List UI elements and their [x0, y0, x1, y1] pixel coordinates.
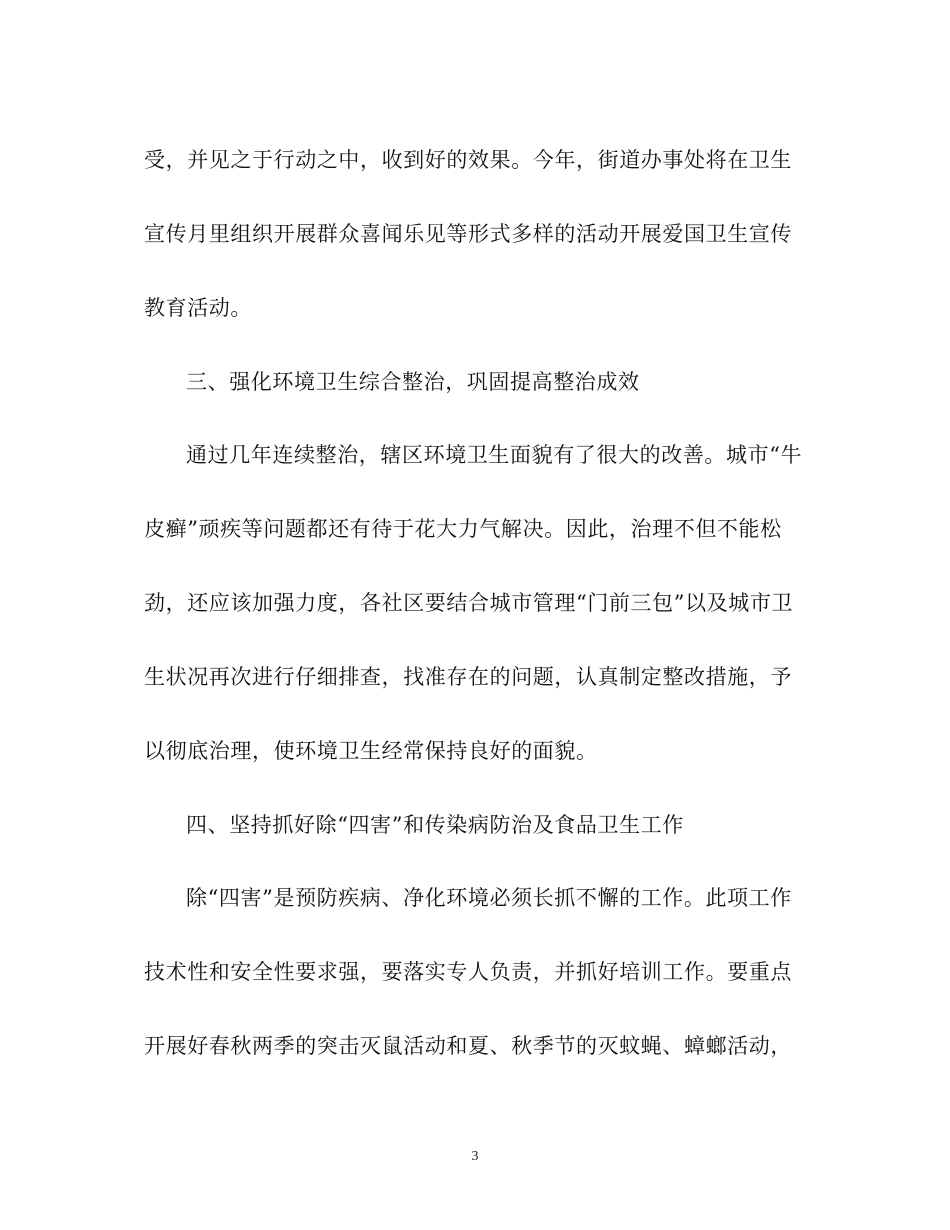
text-line: 教育活动。 [144, 296, 252, 320]
text-line: 受，并见之于行动之中，收到好的效果。今年，街道办事处将在卫生 [144, 148, 792, 172]
text-line: 开展好春秋两季的突击灭鼠活动和夏、秋季节的灭蚊蝇、蟑螂活动， [144, 1034, 792, 1058]
section-heading-3: 三、强化环境卫生综合整治，巩固提高整治成效 [186, 370, 640, 394]
text-line: 宣传月里组织开展群众喜闻乐见等形式多样的活动开展爱国卫生宣传 [144, 222, 792, 246]
text-line: 通过几年连续整治，辖区环境卫生面貌有了很大的改善。城市“牛 [186, 443, 803, 467]
section-heading-4: 四、坚持抓好除“四害”和传染病防治及食品卫生工作 [186, 813, 684, 837]
text-line: 技术性和安全性要求强，要落实专人负责，并抓好培训工作。要重点 [144, 960, 792, 984]
text-line: 劲，还应该加强力度，各社区要结合城市管理“门前三包”以及城市卫 [144, 591, 794, 615]
text-line: 除“四害”是预防疾病、净化环境必须长抓不懈的工作。此项工作 [186, 886, 792, 910]
text-line: 皮癣”顽疾等问题都还有待于花大力气解决。因此，治理不但不能松 [144, 517, 782, 541]
page-number: 3 [471, 1149, 479, 1164]
text-line: 以彻底治理，使环境卫生经常保持良好的面貌。 [144, 739, 598, 763]
text-line: 生状况再次进行仔细排查，找准存在的问题，认真制定整改措施，予 [144, 665, 792, 689]
